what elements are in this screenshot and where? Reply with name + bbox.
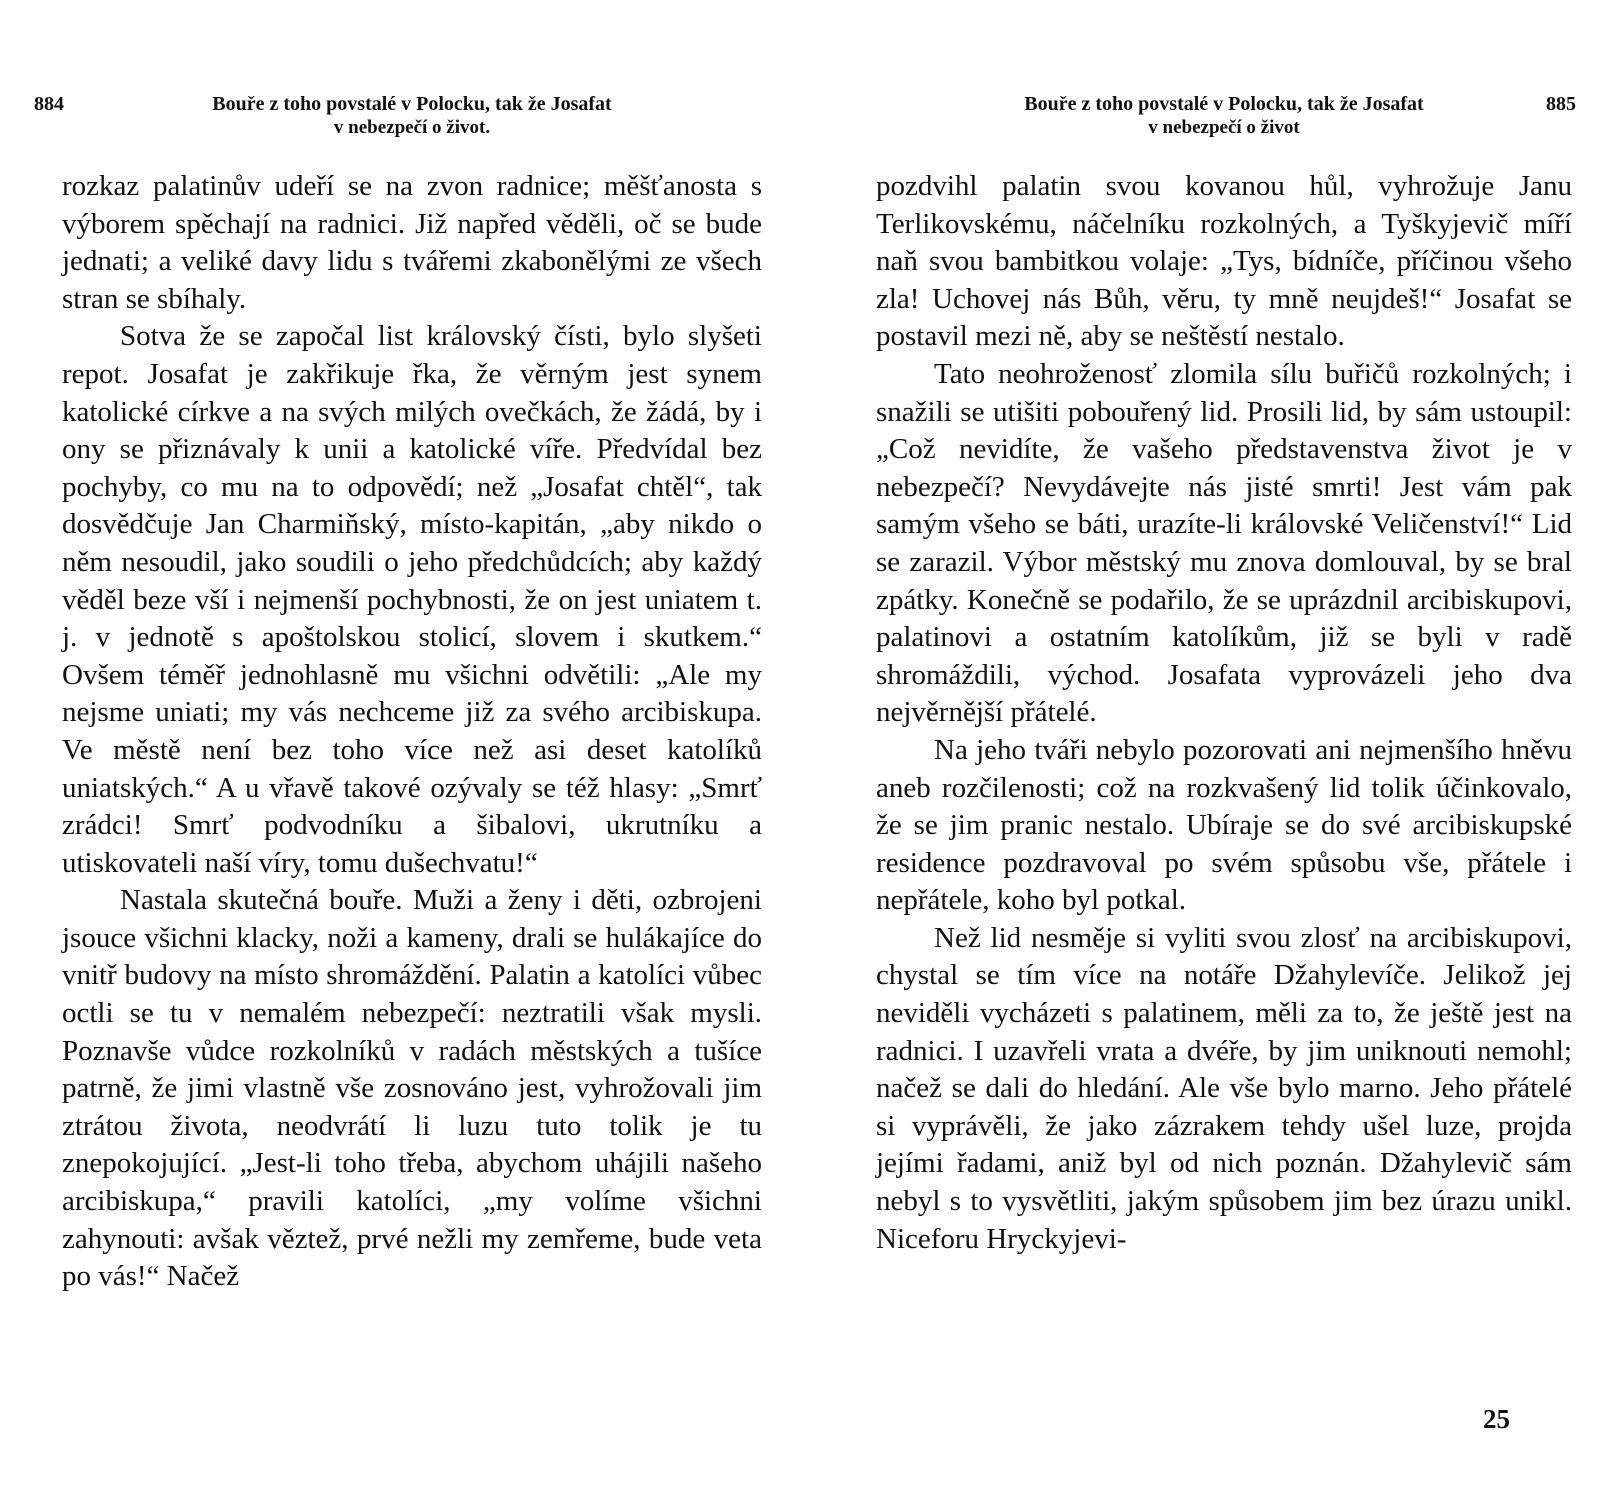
left-page-number: 884 — [34, 93, 64, 115]
right-page — [876, 0, 1576, 1501]
left-paragraph-1: rozkaz palatinův udeří se na zvon radnice; měšťanosta s výborem spěchají na radnici. Již napřed věděli, oč se bude jednati; a veliké davy lidu s tvářemi zkaboněl‌ými ze všech stran se sbíhaly. — [62, 170, 762, 315]
left-running-head-line2: v nebezpečí o život. — [333, 117, 491, 138]
right-page-number: 885 — [1546, 93, 1576, 115]
right-paragraph-4: Než lid nesměje si vyliti svou zlosť na arcibiskupovi, chystal se tím více na notáře Džahylevíče. Jelikož jej neviděli vycházeti s palatinem, měli za to, že ještě jest na radnici. I uzavřeli vrata a dvéře, by jim uniknouti nemohl; načež se dali do hledání. Ale vše bylo marno. Jeho přátelé si vyprávěli, že jako zázrakem tehdy ušel luze, projda jejími řadami, aniž byl od nich poznán. Džahylevič sám nebyl s to vysvětliti, jakým spůsobem jim bez úrazu unikl. Niceforu Hryckyjevi- — [876, 921, 1572, 1255]
right-paragraph-2: Tato neohroženosť zlomila sílu buřičů rozkolných; i snažili se utišiti pobouřený lid. Prosili lid, by sám ustoupil: „Což nevidíte, že vašeho představenstva život je v nebezpečí? Nevydávejte nás jisté smrti! Jest vám pak samým všeho se báti, urazíte-li královské Veličenství!“ Lid se zarazil. Výbor městský mu znova domlouval, by se bral zpátky. Konečně se podařilo, že se uprázdnil arcibiskupovi, palatinovi a ostatním katolíkům, již se byli v radě shromáždili, východ. Josafata vyprovázeli jeho dva nejvěrnější přátelé. — [876, 357, 1572, 729]
left-running-head-line1: Bouře z toho povstalé v Polocku, tak že Josafat — [212, 93, 612, 115]
left-paragraph-3: Nastala skutečná bouře. Muži a ženy i děti, ozbrojeni jsouce všichni klacky, noži a kameny, drali se hulákajíce do vnitř budovy na místo shromáždění. Palatin a katolíci vůbec octli se tu v nemalém nebezpečí: neztratili však mysli. Poznavše vůdce rozkolníků v radách městských a tušíce patrně, že jimi vlastně vše zosnováno jest, vyhrožovali jim ztrátou života, neodvrátí li luzu tuto tolik je tu znepokojující. „Jest-li toho třeba, abychom uhájili našeho arcibiskupa,“ pravili katolíci, „my volíme všichni zahynouti: avšak věztež, prvé nežli my zemřeme, bude veta po vás!“ Načež — [62, 884, 762, 1293]
right-paragraph-3: Na jeho tváři nebylo pozorovati ani nejmenšího hněvu aneb rozčilenosti; což na rozkvašený lid tolik účinkovalo, že se jim pranic nestalo. Ubíraje se do své arcibiskupské residence pozdravoval po svém spůsobu vše, přátele i nepřátele, koho byl potkal. — [876, 733, 1572, 917]
right-body-text — [876, 168, 1572, 1258]
left-body-text — [62, 168, 762, 1296]
right-paragraph-1: pozdvihl palatin svou kovanou hůl, vyhrožuje Janu Terlikovskému, náčelníku rozkolných, a Tyškyjevič míří naň svou bambitkou volaje: „Tys, bídníče, příčinou všeho zla! Uchovej nás Bůh, věru, ty mně neujdeš!“ Josafat se postavil mezi ně, aby se neštěstí nestalo. — [876, 170, 1572, 353]
left-page — [34, 0, 762, 1501]
left-running-head — [34, 92, 762, 148]
right-running-head-line1: Bouře z toho povstalé v Polocku, tak že Josafat — [1024, 93, 1424, 115]
signature-mark: 25 — [1483, 1404, 1510, 1434]
left-paragraph-2: Sotva že se započal list královský čísti, bylo slyšeti repot. Josafat je zakřikuje řka, že věrným jest synem katolické církve a na svých milých ovečkách, že žádá, by i ony se přiznávaly k unii a katolické víře. Předvídal bez pochyby, co mu na to odpovědí; než „Josafat chtěl“, tak dosvědčuje Jan Charmiňský, místo-kapitán, „aby nikdo o něm nesoudil, jako soudili o jeho předchůdcích; aby každý věděl beze vší i nejmenší pochybnosti, že on jest uniatem t. j. v jednotě s apoštolskou stolicí, slovem i skutkem.“ Ovšem téměř jednohlasně mu všichni odvětili: „Ale my nejsme uniati; my vás nechceme již za svého arcibiskupa. Ve městě není bez toho více než asi deset katolíků uniatských.“ A u vřavě takové ozývaly se též hlasy: „Smrť zrádci! Smrť podvodníku a šibalovi, ukrutníku a utiskovateli naší víry, tomu dušechvatu!“ — [62, 320, 762, 879]
right-running-head — [876, 92, 1576, 148]
right-running-head-line2: v nebezpečí o život — [1148, 117, 1300, 138]
